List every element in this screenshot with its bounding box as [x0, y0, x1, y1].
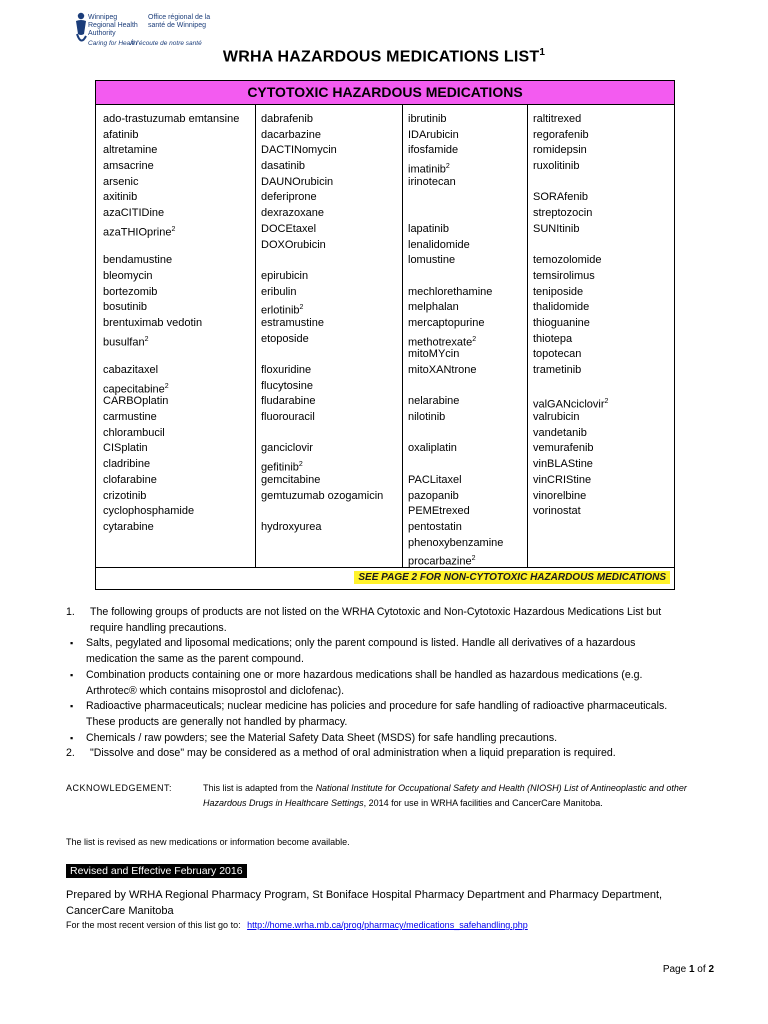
medication-name: mercaptopurine: [408, 316, 485, 329]
page-number: [663, 964, 714, 975]
medication-item: [103, 206, 239, 222]
logo-org-en: Winnipeg Regional Health Authority: [88, 14, 138, 37]
medication-footnote: 2: [604, 398, 609, 406]
medication-name: bortezomib: [103, 285, 158, 298]
footnote-bullet: [66, 731, 686, 747]
medication-item: [408, 285, 503, 301]
cytotoxic-list-box: [95, 80, 675, 590]
medication-name: bendamustine: [103, 254, 173, 267]
medication-name: CARBOplatin: [103, 395, 169, 408]
spacer: [103, 238, 239, 254]
medication-name: capecitabine: [103, 383, 165, 396]
medication-name: IDArubicin: [408, 128, 459, 141]
medication-item: [261, 520, 383, 536]
medication-name: lomustine: [408, 254, 456, 267]
medication-name: streptozocin: [533, 207, 593, 220]
medication-name: ibrutinib: [408, 113, 447, 125]
medication-name: amsacrine: [103, 160, 154, 173]
medication-name: CISplatin: [103, 442, 148, 455]
footnote-2: [66, 746, 686, 762]
medication-item: [533, 441, 608, 457]
page-of: of: [694, 964, 709, 975]
footnote-1-text: The following groups of products are not listed on the WRHA Cytotoxic and Non-Cytotoxic Hazardous Medications List but require handling precautions.: [90, 606, 662, 634]
spacer: [103, 347, 239, 363]
spacer: [408, 426, 503, 442]
spacer: [408, 379, 503, 395]
medication-item: [261, 159, 383, 175]
medication-item: [261, 143, 383, 159]
medication-item: [408, 520, 503, 536]
medication-item: [408, 363, 503, 379]
medication-name: regorafenib: [533, 128, 589, 141]
medication-item: [533, 269, 608, 285]
medication-name: vandetanib: [533, 426, 587, 439]
medication-item: [408, 473, 503, 489]
medication-name: methotrexate: [408, 336, 473, 349]
medication-item: [103, 363, 239, 379]
medication-item: [408, 112, 503, 128]
medication-name: pazopanib: [408, 489, 459, 502]
medication-item: [533, 285, 608, 301]
medication-name: temsirolimus: [533, 269, 595, 282]
bullet-icon: ▪: [70, 638, 74, 649]
medication-item: [103, 316, 239, 332]
medication-item: [533, 332, 608, 348]
medication-item: [408, 347, 503, 363]
footnote-1-number: 1.: [66, 606, 75, 618]
medication-name: afatinib: [103, 128, 139, 141]
medication-name: erlotinib: [261, 304, 300, 317]
medication-name: raltitrexed: [533, 113, 582, 125]
medication-item: [533, 112, 608, 128]
medication-name: romidepsin: [533, 144, 587, 157]
title-footnote: 1: [539, 47, 546, 58]
bullet-icon: ▪: [70, 701, 74, 712]
medication-name: SORAfenib: [533, 191, 589, 204]
medication-name: dexrazoxane: [261, 207, 324, 220]
spacer: [533, 238, 608, 254]
medication-name: oxaliplatin: [408, 442, 457, 455]
spacer: [533, 379, 608, 395]
medication-item: [261, 175, 383, 191]
medication-item: [533, 363, 608, 379]
medication-name: thalidomide: [533, 301, 590, 314]
medication-item: [103, 332, 239, 348]
medication-item: [103, 112, 239, 128]
recent-version-label: For the most recent version of this list go to:: [66, 920, 241, 930]
medication-item: [533, 159, 608, 175]
revised-effective-badge: Revised and Effective February 2016: [66, 864, 247, 878]
medication-item: [408, 551, 503, 567]
medication-name: dasatinib: [261, 160, 306, 173]
medication-item: [261, 410, 383, 426]
medication-name: epirubicin: [261, 269, 309, 282]
medication-name: phenoxybenzamine: [408, 536, 504, 549]
medication-name: melphalan: [408, 301, 459, 314]
medication-name: etoposide: [261, 332, 309, 345]
spacer: [408, 190, 503, 206]
medication-item: [261, 222, 383, 238]
footnote-bullet: [66, 699, 686, 730]
medication-name: imatinib: [408, 163, 446, 176]
medication-name: vorinostat: [533, 505, 581, 518]
medication-name: carmustine: [103, 411, 157, 424]
medication-footnote: 2: [144, 335, 149, 343]
medication-item: [533, 143, 608, 159]
medication-name: vemurafenib: [533, 442, 594, 455]
medication-footnote: 2: [445, 163, 450, 171]
medication-item: [103, 159, 239, 175]
page-title: [0, 47, 768, 66]
medication-item: [408, 143, 503, 159]
spacer: [408, 269, 503, 285]
footnote-bullet-text: Chemicals / raw powders; see the Material Safety Data Sheet (MSDS) for safe handling precautions.: [86, 731, 558, 744]
medication-item: [103, 253, 239, 269]
medication-item: [103, 394, 239, 410]
medication-item: [533, 457, 608, 473]
medication-item: [103, 269, 239, 285]
medication-item: [103, 410, 239, 426]
medication-item: [103, 175, 239, 191]
medication-name: hydroxyurea: [261, 520, 322, 533]
medication-item: [408, 316, 503, 332]
medication-item: [103, 285, 239, 301]
medication-name: cladribine: [103, 458, 151, 471]
medication-item: [103, 222, 239, 238]
medication-item: [533, 222, 608, 238]
medication-name: DACTINomycin: [261, 144, 337, 157]
medication-item: [533, 394, 608, 410]
medication-footnote: 2: [472, 335, 477, 343]
medication-name: crizotinib: [103, 489, 147, 502]
medication-item: [261, 190, 383, 206]
medication-name: flucytosine: [261, 379, 313, 392]
footnote-2-text: "Dissolve and dose" may be considered as a method of oral administration when a liquid preparation is required.: [90, 747, 616, 760]
medication-name: vinorelbine: [533, 489, 587, 502]
medication-footnote: 2: [299, 304, 304, 312]
medication-item: [533, 206, 608, 222]
wrha-logo: [74, 12, 234, 50]
medication-name: ifosfamide: [408, 144, 459, 157]
medication-name: deferiprone: [261, 191, 317, 204]
medication-name: dabrafenib: [261, 113, 313, 125]
revision-note: The list is revised as new medications or information become available.: [66, 837, 350, 847]
medication-footnote: 2: [164, 382, 169, 390]
medication-name: cytarabine: [103, 520, 154, 533]
medication-item: [408, 332, 503, 348]
footnote-bullet: [66, 636, 686, 667]
column-divider: [255, 105, 256, 567]
medication-name: teniposide: [533, 285, 584, 298]
medication-item: [103, 441, 239, 457]
medication-item: [408, 128, 503, 144]
medication-item: [533, 347, 608, 363]
logo-tagline-en: Caring for Health: [88, 40, 138, 47]
logo-org-fr: Office régional de la santé de Winnipeg: [148, 14, 211, 29]
footnote-bullet: [66, 668, 686, 699]
footnote-2-number: 2.: [66, 747, 75, 760]
medication-name: temozolomide: [533, 254, 602, 267]
medication-item: [533, 253, 608, 269]
medication-item: [408, 300, 503, 316]
footer-divider: [96, 567, 674, 568]
medication-item: [533, 316, 608, 332]
medication-item: [408, 394, 503, 410]
medication-name: eribulin: [261, 285, 297, 298]
spacer: [533, 175, 608, 191]
medication-item: [408, 536, 503, 552]
medication-item: [408, 238, 503, 254]
medication-name: chlorambucil: [103, 426, 165, 439]
medication-item: [103, 379, 239, 395]
medication-footnote: 2: [471, 555, 476, 563]
medication-name: cabazitaxel: [103, 364, 159, 376]
medication-name: ado-trastuzumab emtansine: [103, 113, 240, 125]
medication-name: nilotinib: [408, 411, 446, 424]
spacer: [408, 206, 503, 222]
list-header: CYTOTOXIC HAZARDOUS MEDICATIONS: [96, 81, 674, 105]
medication-item: [261, 332, 383, 348]
medication-item: [103, 128, 239, 144]
medication-name: mitoXANtrone: [408, 364, 477, 376]
medication-item: [103, 473, 239, 489]
medication-item: [261, 394, 383, 410]
medication-name: altretamine: [103, 144, 158, 157]
medication-name: arsenic: [103, 175, 139, 188]
medication-name: SUNItinib: [533, 222, 580, 235]
medication-name: thioguanine: [533, 316, 590, 329]
medication-name: vinBLAStine: [533, 458, 593, 471]
medication-item: [261, 300, 383, 316]
spacer: [408, 457, 503, 473]
footnote-1: [66, 605, 686, 636]
title-text: WRHA HAZARDOUS MEDICATIONS LIST: [222, 48, 540, 66]
medication-name: ganciclovir: [261, 442, 313, 455]
spacer: [261, 504, 383, 520]
medication-item: [261, 206, 383, 222]
bullet-icon: ▪: [70, 732, 74, 743]
medication-name: topotecan: [533, 348, 582, 361]
medication-item: [408, 504, 503, 520]
medication-item: [261, 441, 383, 457]
medication-item: [103, 489, 239, 505]
wrha-logo-icon: [74, 12, 88, 48]
recent-version-line: [66, 920, 528, 930]
medication-name: bosutinib: [103, 301, 148, 314]
medication-name: fludarabine: [261, 395, 316, 408]
medication-name: nelarabine: [408, 395, 460, 408]
medication-name: lenalidomide: [408, 238, 470, 251]
medication-item: [261, 269, 383, 285]
medication-item: [408, 159, 503, 175]
footnotes: [66, 605, 686, 762]
page-current: 1: [688, 964, 695, 975]
recent-version-link[interactable]: http://home.wrha.mb.ca/prog/pharmacy/medications_safehandling.php: [247, 920, 528, 930]
medication-name: axitinib: [103, 191, 138, 204]
medication-name: gemcitabine: [261, 473, 321, 486]
medication-name: procarbazine: [408, 555, 472, 568]
medication-item: [408, 175, 503, 191]
medication-footnote: 2: [298, 461, 303, 469]
medication-item: [103, 426, 239, 442]
medication-name: DOXOrubicin: [261, 238, 326, 251]
medication-name: fluorouracil: [261, 411, 315, 424]
medication-name: estramustine: [261, 316, 324, 329]
medication-name: pentostatin: [408, 520, 462, 533]
acknowledgement-label: ACKNOWLEDGEMENT:: [66, 783, 173, 793]
medication-column-1: [103, 112, 239, 536]
medication-name: ruxolitinib: [533, 160, 580, 173]
bullet-icon: ▪: [70, 669, 74, 680]
medication-item: [261, 238, 383, 254]
medication-name: mechlorethamine: [408, 285, 493, 298]
medication-item: [261, 128, 383, 144]
medication-item: [261, 316, 383, 332]
spacer: [261, 347, 383, 363]
spacer: [261, 253, 383, 269]
medication-item: [103, 143, 239, 159]
medication-item: [533, 426, 608, 442]
medication-item: [103, 190, 239, 206]
medication-item: [261, 112, 383, 128]
medication-item: [261, 457, 383, 473]
medication-item: [533, 128, 608, 144]
medication-name: valGANciclovir: [533, 399, 605, 412]
medication-item: [533, 504, 608, 520]
medication-column-4: [533, 112, 608, 520]
medication-name: PACLitaxel: [408, 473, 462, 486]
medication-item: [408, 253, 503, 269]
medication-name: vinCRIStine: [533, 473, 592, 486]
medication-column-2: [261, 112, 383, 536]
medication-item: [408, 441, 503, 457]
medication-name: valrubicin: [533, 411, 580, 424]
medication-name: gemtuzumab ozogamicin: [261, 489, 384, 502]
medication-item: [533, 410, 608, 426]
medication-name: mitoMYcin: [408, 348, 460, 361]
see-page-2-callout: SEE PAGE 2 FOR NON-CYTOTOXIC HAZARDOUS MEDICATIONS: [354, 571, 670, 584]
page-prefix: Page: [662, 964, 689, 975]
medication-name: brentuximab vedotin: [103, 316, 203, 329]
medication-item: [261, 285, 383, 301]
medication-name: lapatinib: [408, 222, 449, 235]
medication-item: [408, 489, 503, 505]
medication-column-3: [408, 112, 503, 567]
medication-name: PEMEtrexed: [408, 505, 470, 518]
medication-item: [103, 300, 239, 316]
ack-source-title: National Institute for Occupational Safety and Health (NIOSH) List of Antineoplastic and other Hazardous Drugs in Healthcare Settings: [203, 783, 687, 808]
medication-name: dacarbazine: [261, 128, 321, 141]
medication-name: clofarabine: [103, 473, 157, 486]
medication-name: floxuridine: [261, 364, 312, 376]
footnote-bullet-text: Combination products containing one or more hazardous medications shall be handled as hazardous medications (e.g. Arthrotec® which contains misoprostol and diclofenac).: [86, 668, 643, 697]
medication-name: DAUNOrubicin: [261, 175, 334, 188]
medication-name: cyclophosphamide: [103, 505, 195, 518]
logo-tagline-fr: À l'écoute de notre santé: [130, 40, 202, 47]
medication-name: thiotepa: [533, 332, 573, 345]
medication-item: [103, 457, 239, 473]
medication-item: [261, 473, 383, 489]
footnote-bullet-text: Radioactive pharmaceuticals; nuclear medicine has policies and procedure for safe handling of radioactive pharmaceuticals. These products are generally not handled by pharmacy.: [86, 700, 668, 728]
medication-name: busulfan: [103, 336, 145, 349]
column-divider: [402, 105, 403, 567]
spacer: [261, 426, 383, 442]
medication-item: [408, 410, 503, 426]
ack-text-a: This list is adapted from the: [203, 783, 316, 793]
medication-item: [103, 520, 239, 536]
medication-name: bleomycin: [103, 269, 153, 282]
prepared-by: Prepared by WRHA Regional Pharmacy Program, St Boniface Hospital Pharmacy Department and Pharmacy Department, CancerCare Manitoba: [66, 889, 663, 917]
page-total: 2: [708, 964, 714, 975]
medication-name: azaCITIDine: [103, 207, 165, 220]
medication-name: DOCEtaxel: [261, 222, 317, 235]
medication-name: gefitinib: [261, 461, 299, 474]
medication-name: irinotecan: [408, 175, 456, 188]
medication-name: azaTHIOprine: [103, 226, 172, 239]
medication-item: [533, 473, 608, 489]
medication-footnote: 2: [171, 225, 176, 233]
column-divider: [527, 105, 528, 567]
medication-item: [408, 222, 503, 238]
medication-item: [261, 489, 383, 505]
acknowledgement-text: [203, 781, 703, 810]
medication-item: [533, 190, 608, 206]
medication-name: trametinib: [533, 364, 582, 376]
medication-item: [261, 379, 383, 395]
medication-item: [261, 363, 383, 379]
medication-item: [533, 300, 608, 316]
medication-item: [533, 489, 608, 505]
medication-item: [103, 504, 239, 520]
ack-text-c: , 2014 for use in WRHA facilities and CancerCare Manitoba.: [363, 797, 603, 808]
footnote-bullet-text: Salts, pegylated and liposomal medications; only the parent compound is listed. Handle all derivatives of a hazardous medication the same as the parent compound.: [86, 637, 636, 666]
